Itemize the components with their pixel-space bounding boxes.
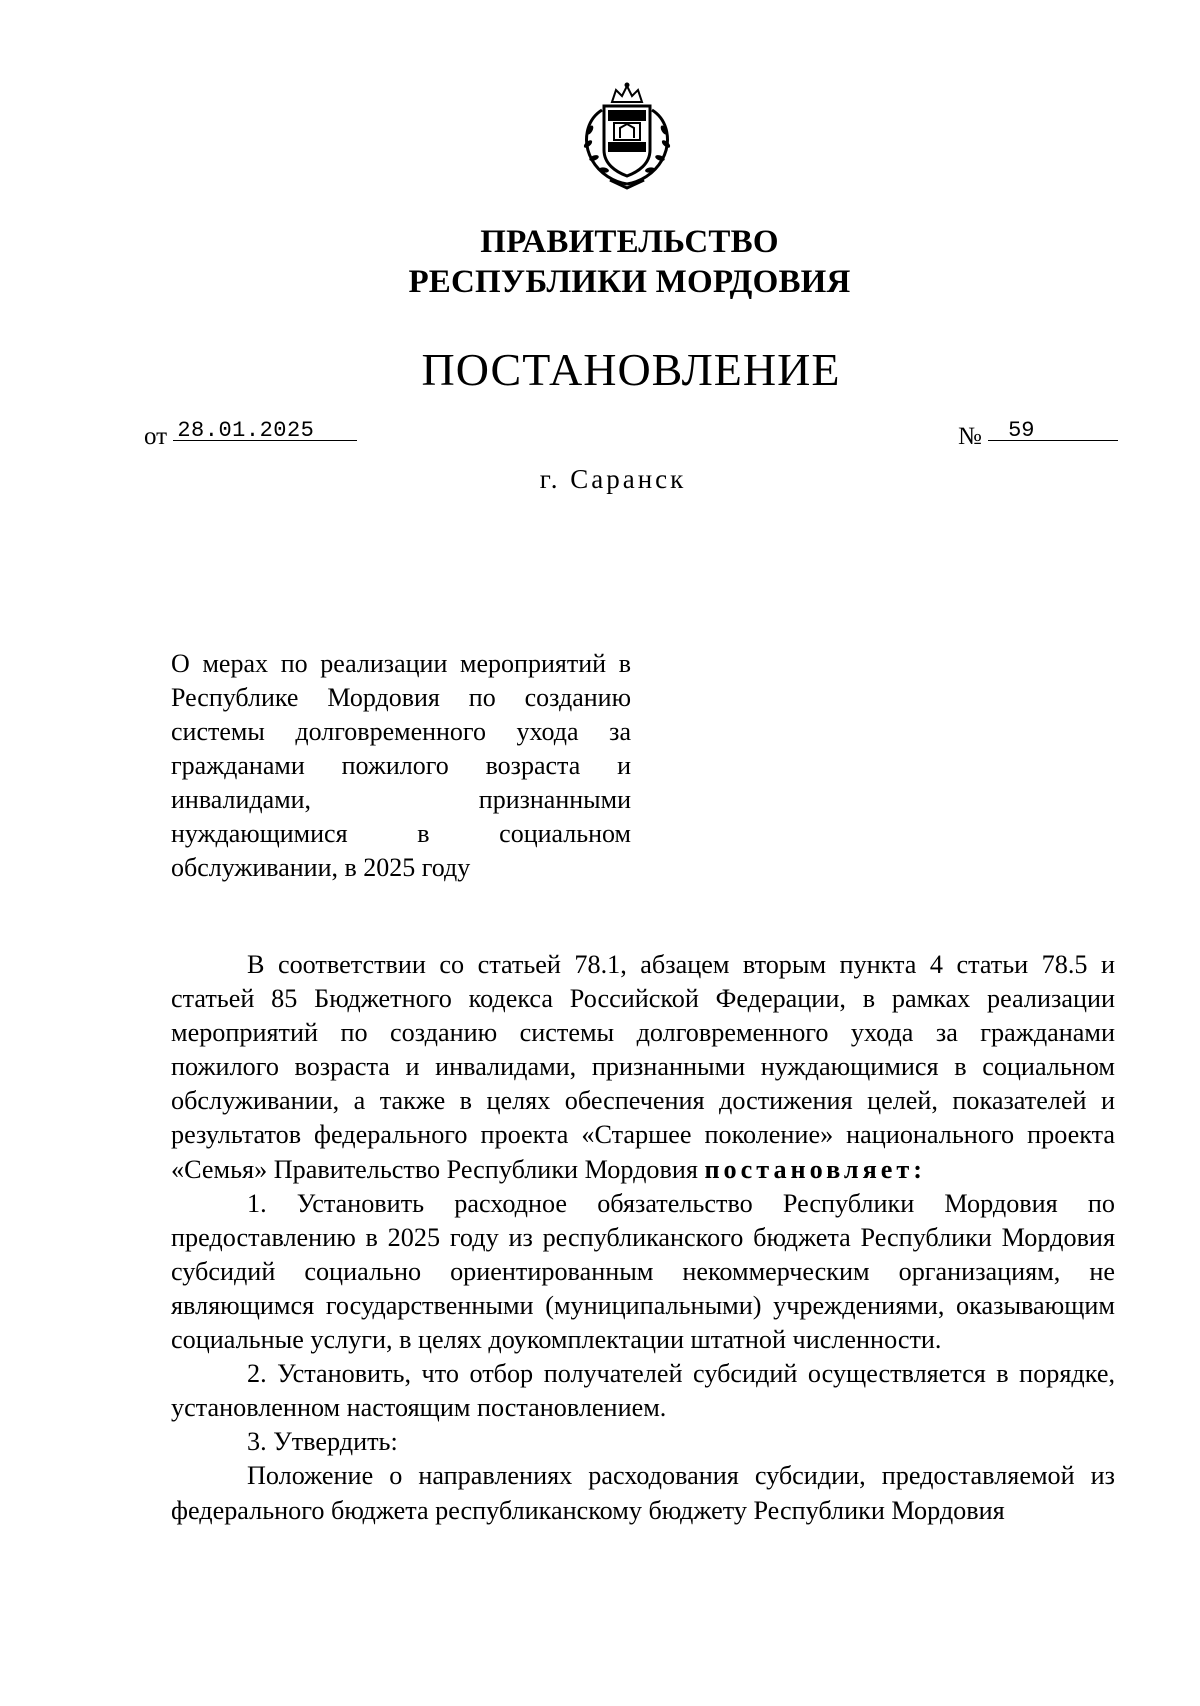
document-body [171, 948, 1115, 1528]
date-field [144, 416, 357, 452]
document-type: ПОСТАНОВЛЕНИЕ [421, 344, 841, 395]
number-field [958, 416, 1118, 452]
date-prefix: от [144, 423, 168, 450]
item-paragraph-4: Положение о направлениях расходования субсидии, предоставляемой из федерального бюджета республиканскому бюджету Республики Мордовия [171, 1461, 1115, 1525]
decides-keyword: постановляет: [704, 1154, 926, 1184]
preamble-text: В соответствии со статьей 78.1, абзацем вторым пункта 4 статьи 78.5 и статьей 85 Бюджетного кодекса Российской Федерации, в рамках реализации мероприятий по созданию системы долговременного ухода за гражданами пожилого возраста и инвалидами, признанными нуждающимися в социальном обслуживании, а также в целях обеспечения достижения целей, показателей и результатов федерального проекта «Старшее поколение» национального проекта «Семья» Правительство Республики Мордовия [171, 950, 1115, 1184]
number-prefix: № [958, 423, 982, 450]
city: г. Саранск [539, 464, 687, 494]
item-paragraph-3: 3. Утвердить: [247, 1427, 398, 1457]
item-paragraph-2: 2. Установить, что отбор получателей субсидий осуществляется в порядке, установленном настоящим постановлением. [171, 1359, 1115, 1423]
number-value: 59 [1008, 418, 1035, 443]
coat-of-arms-icon [572, 80, 682, 192]
document-subject: О мерах по реализации мероприятий в Республике Мордовия по созданию системы долговременного ухода за гражданами пожилого возраста и инвалидами, признанными нуждающимися в социальном обслуживании, в 2025 году [171, 649, 631, 882]
item-paragraph-1: 1. Установить расходное обязательство Республики Мордовия по предоставлению в 2025 году из республиканского бюджета Республики Мордовия субсидий социально ориентированным некоммерческим организациям, не являющимся государственными (муниципальными) учреждениями, оказывающим социальные услуги, в целях доукомплектации штатной численности. [171, 1188, 1115, 1355]
date-value: 28.01.2025 [177, 418, 315, 443]
government-title-line1: ПРАВИТЕЛЬСТВО [480, 224, 779, 260]
preamble-paragraph [171, 948, 1115, 1187]
government-title [0, 222, 1200, 302]
government-title-line2: РЕСПУБЛИКИ МОРДОВИЯ [408, 264, 851, 300]
